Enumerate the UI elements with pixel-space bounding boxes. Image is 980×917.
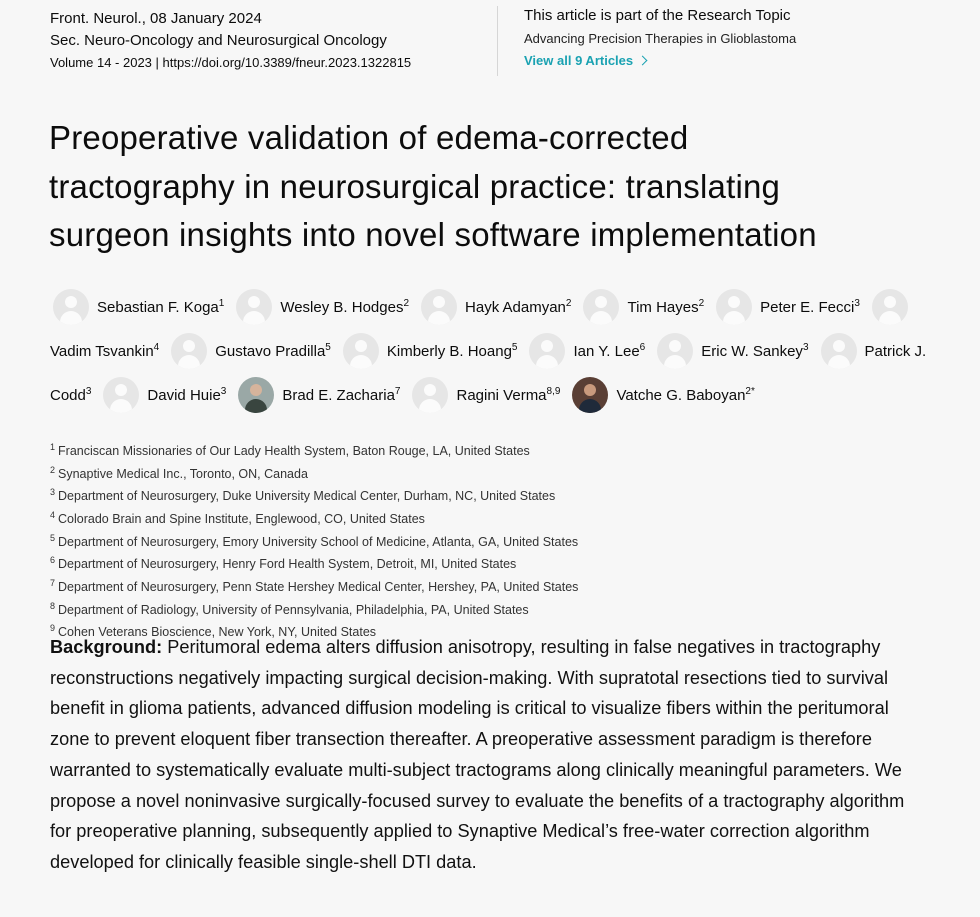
author-link[interactable] [171,333,331,369]
avatar-placeholder-icon [171,333,207,369]
author-link[interactable] [236,289,409,325]
affiliation-item: $^6$ Department of Neurosurgery, Henry Ford Health System, Detroit, MI, United States [50,555,517,572]
title-line: Preoperative validation of edema-corrected [49,119,689,156]
author-name: Ian Y. Lee [573,343,640,360]
author-name: Wesley B. Hodges [280,299,404,316]
topic-name-link[interactable]: Advancing Precision Therapies in Glioblastoma [524,31,797,46]
research-topic-box [524,6,796,70]
affiliation-ref: 6 [639,342,646,353]
affiliation-list [50,438,578,642]
author-link[interactable] [50,386,91,404]
author-link[interactable] [50,342,159,360]
affiliation-item: $^3$ Department of Neurosurgery, Duke University Medical Center, Durham, NC, United States [50,487,556,504]
author-row [50,329,950,373]
avatar-placeholder-icon [236,289,272,325]
author-name: Sebastian F. Koga [97,299,219,316]
author-name: Ragini Verma [456,387,547,404]
avatar-placeholder-icon [53,289,89,325]
title-line: surgeon insights into novel software implementation [49,216,817,253]
affiliation-ref: 7 [394,386,401,397]
abstract-heading: Background: [50,637,163,657]
avatar-placeholder-icon [343,333,379,369]
affiliation-ref: 4 [153,342,160,353]
affiliation-ref: 3 [85,386,92,397]
affiliation-ref: 2 [565,298,572,309]
affiliation-ref: 5 [325,342,331,353]
chevron-right-icon [638,56,648,66]
author-name: Gustavo Pradilla [215,343,326,360]
author-link[interactable] [572,377,754,413]
author-link[interactable] [53,289,224,325]
author-name: Hayk Adamyan [465,299,566,316]
author-link[interactable] [529,333,645,369]
affiliation-ref: 3 [220,386,227,397]
abstract-background [50,632,930,878]
author-link[interactable] [657,333,808,369]
author-name: Codd [50,387,86,404]
avatar-placeholder-icon[interactable] [872,289,908,325]
volume-doi[interactable]: Volume 14 - 2023 | https://doi.org/10.3389/fneur.2023.1322815 [50,55,412,70]
article-title [49,114,949,260]
author-name: Eric W. Sankey [701,343,803,360]
view-all-articles-link[interactable] [524,52,796,70]
author-link[interactable] [412,377,560,413]
author-name: Patrick J. [864,342,927,360]
header-divider [497,6,498,76]
author-row [50,285,950,329]
author-link[interactable] [583,289,704,325]
author-name: Tim Hayes [627,299,699,316]
journal-date: Front. Neurol., 08 January 2024 [50,10,262,27]
title-line: tractography in neurosurgical practice: translating [49,167,781,205]
avatar-placeholder-icon [657,333,693,369]
affiliation-ref: 5 [511,342,518,353]
avatar-placeholder-icon [103,377,139,413]
avatar-placeholder-icon [583,289,619,325]
affiliation-ref: 2 [698,298,705,309]
author-name: Peter E. Fecci [760,299,855,316]
section-name: Sec. Neuro-Oncology and Neurosurgical Oncology [50,32,387,49]
affiliation-item: $^8$ Department of Radiology, University of Pennsylvania, Philadelphia, PA, United States [50,600,529,617]
author-link[interactable] [421,289,571,325]
avatar-placeholder-icon [529,333,565,369]
affiliation-ref: 2 [403,298,410,309]
author-photo [238,377,274,413]
view-all-label: View all 9 Articles [524,53,634,68]
author-name: Brad E. Zacharia [282,387,395,404]
affiliation-ref: 2* [745,386,755,397]
affiliation-ref: 1 [218,298,225,309]
affiliation-item: $^7$ Department of Neurosurgery, Penn State Hershey Medical Center, Hershey, PA, United States [50,577,579,595]
author-name: Vatche G. Baboyan [616,387,746,404]
abstract-text: Peritumoral edema alters diffusion anisotropy, resulting in false negatives in tractography reconstructions negatively impacting surgical decision-making. With supratotal resections tied to survival benefit in glioma patients, advanced diffusion modeling is critical to visualize fibers within the peritumoral zone to prevent eloquent fiber transection thereafter. A preoperative assessment paradigm is therefore warranted to systematically evaluate multi-subject tractograms along clinically meaningful parameters. We propose a novel noninvasive surgically-focused survey to evaluate the benefits of a tractography algorithm for preoperative planning, subsequently applied to Synaptive Medical’s free-water correction algorithm developed for clinically feasible single-shell DTI data. [50,637,905,872]
author-link[interactable] [716,289,860,325]
author-photo [572,377,608,413]
topic-intro: This article is part of the Research Topic [524,7,791,24]
article-meta [50,8,411,74]
author-name: David Huie [147,387,221,404]
avatar-placeholder-icon [412,377,448,413]
author-list [50,285,950,417]
author-name: Kimberly B. Hoang [386,343,512,360]
affiliation-ref: 3 [802,342,809,353]
affiliation-item: $^5$ Department of Neurosurgery, Emory University School of Medicine, Atlanta, GA, United States [50,532,579,549]
affiliation-ref: 3 [854,298,860,309]
author-link[interactable] [821,333,927,369]
affiliation-item: $^4$ Colorado Brain and Spine Institute, Englewood, CO, United States [50,509,425,527]
author-link[interactable] [103,377,226,413]
affiliation-item: $^1$ Franciscan Missionaries of Our Lady Health System, Baton Rouge, LA, United States [50,442,530,459]
affiliation-ref: 8,9 [546,386,561,397]
affiliation-item: $^2$ Synaptive Medical Inc., Toronto, ON, Canada [50,464,308,481]
author-link[interactable] [238,377,400,413]
avatar-placeholder-icon [421,289,457,325]
author-row [50,373,950,417]
avatar-placeholder-icon [716,289,752,325]
affiliation-item: $^9$ Cohen Veterans Bioscience, New York, NY, United States [50,623,377,640]
author-link[interactable] [343,333,518,369]
author-name: Vadim Tsvankin [50,343,154,360]
avatar-placeholder-icon [821,333,857,369]
